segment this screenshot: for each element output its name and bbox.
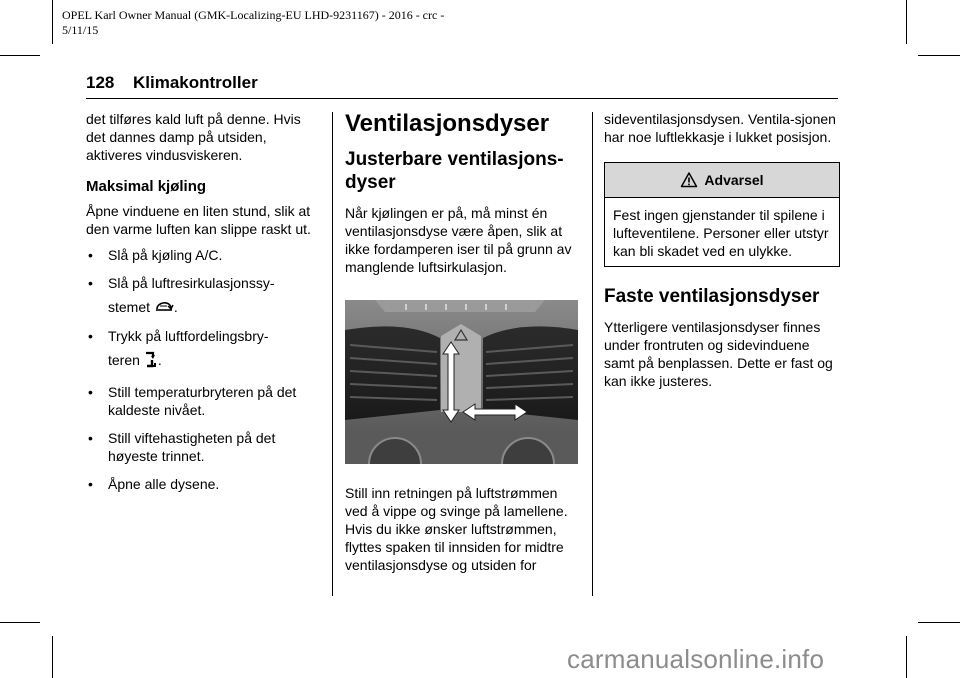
list-item [86,475,324,493]
intro-text: det tilføres kald luft på denne. Hvis det dannes damp på utsiden, aktiveres vindusviskeren. [86,111,301,163]
column-divider [592,112,593,596]
page-number: 128 [86,73,115,92]
header-rule [86,98,838,99]
crop-mark [52,636,53,678]
bullet: • [88,383,93,400]
list-item [86,429,324,465]
body-text: Åpne vinduene en liten stund, slik at den varme luften kan slippe raskt ut. [86,203,311,237]
recirculation-icon [154,299,174,317]
list-item-text: stemet [108,299,151,315]
section-title: Klimakontroller [133,73,258,92]
list-item [86,246,324,264]
subheading-adjustable-vents: Justerbare ventilasjons-dyser [345,149,564,193]
list-item-text: Still viftehastigheten på det høyeste trinnet. [108,429,276,464]
warning-box [604,162,840,267]
document-meta [62,8,582,38]
list-item-text: Slå på kjøling A/C. [108,247,223,263]
heading-fixed-vents: Faste ventilasjonsdyser [604,286,820,307]
list-item: • Trykk på luftfordelingsbry- teren . [86,327,324,372]
warning-body: Fest ingen gjenstander til spilene i lufteventilene. Personer eller utstyr kan bli skadet ved en ulykke. [613,207,829,259]
list-item: • Slå på luftresirkulasjonssy- stemet . [86,274,324,317]
bullet: • [88,247,93,263]
crop-mark [906,0,907,44]
warning-icon [680,171,698,189]
crop-mark [918,55,960,56]
warning-title: Advarsel [704,172,764,188]
watermark: carmanualsonline.info [567,644,825,674]
list-item-text: Still temperaturbryteren på det kaldeste nivået. [108,383,297,418]
list-item-text: teren [108,352,140,369]
meta-line-1: OPEL Karl Owner Manual (GMK-Localizing-EU LHD-9231167) - 2016 - crc - [62,8,445,22]
warning-header [605,163,839,198]
crop-mark [906,636,907,678]
crop-mark [0,55,40,56]
list-item-text: Åpne alle dysene. [108,475,220,492]
crop-mark [918,622,960,623]
air-vent-illustration [345,300,578,464]
bullet: • [88,429,93,446]
crop-mark [0,622,40,623]
meta-line-2: 5/11/15 [62,23,99,37]
column-divider [332,112,333,596]
subheading-max-cooling: Maksimal kjøling [86,178,207,195]
column-1 [86,110,324,503]
column-2 [345,110,580,574]
body-text: Ytterligere ventilasjonsdyser finnes under frontruten og sidevinduene samt på benplassen. Dette er fast og kan ikke justeres. [604,319,833,389]
crop-mark [52,0,53,44]
instruction-list [86,246,324,493]
list-item [86,383,324,419]
column-3 [604,110,840,390]
heading-vents: Ventilasjonsdyser [345,110,550,137]
body-text: Når kjølingen er på, må minst én ventilasjonsdyse være åpen, slik at ikke fordamperen iser til på grunn av manglende luftsirkulasjon. [345,205,572,275]
list-item-text: Trykk på luftfordelingsbry- [108,328,269,345]
list-item-text: Slå på luftresirkulasjonssy- [108,275,275,291]
intro-text: sideventilasjonsdysen. Ventila-sjonen har noe luftlekkasje i lukket posisjon. [604,111,836,145]
seat-airflow-icon [144,351,158,373]
bullet: • [88,328,93,345]
bullet: • [88,475,93,492]
bullet: • [88,275,93,291]
figure-caption: Still inn retningen på luftstrømmen ved å vippe og svinge på lamellene. Hvis du ikke ønsker luftstrømmen, flyttes spaken til innsiden for midtre ventilasjonsdyse og utsiden for [345,485,568,573]
